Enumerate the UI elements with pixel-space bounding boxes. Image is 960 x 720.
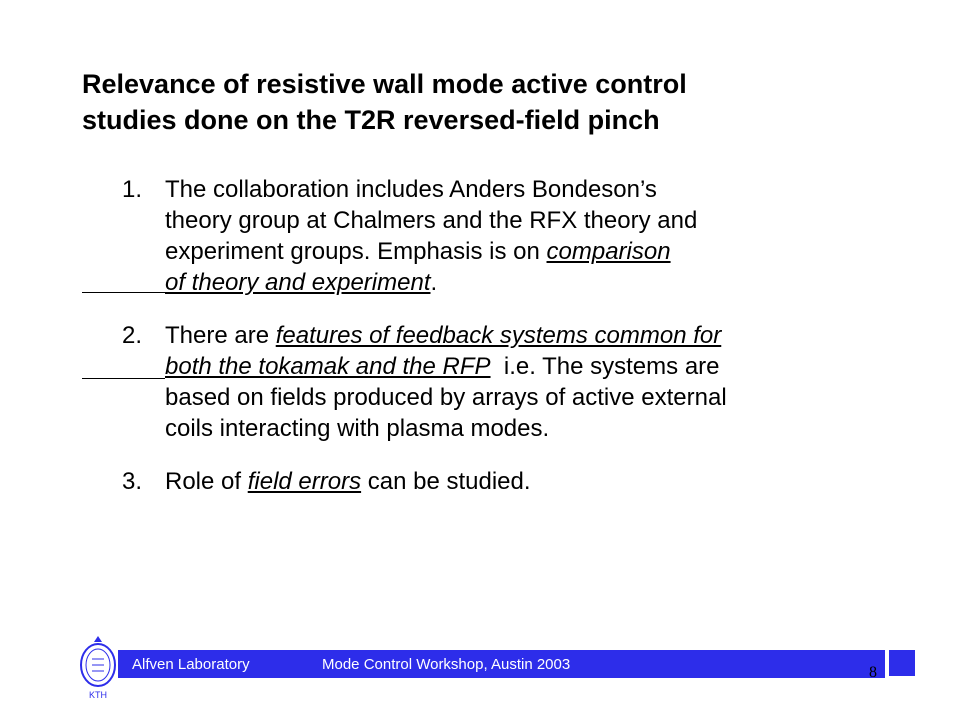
item-3-number: 3. [122, 468, 143, 495]
footer-event: Mode Control Workshop, Austin 2003 [322, 656, 571, 673]
item-3-line-1 [165, 468, 531, 496]
item-1-line-3 [165, 238, 671, 266]
emphasis-features: features of feedback systems common for [275, 322, 722, 349]
item-1-line-3-text: experiment groups. Emphasis is on [165, 238, 547, 265]
item-2-line-2 [165, 353, 720, 381]
emphasis-theory-experiment: of theory and experiment [165, 269, 431, 296]
emphasis-tokamak-rfp: both the tokamak and the RFP [165, 353, 491, 380]
footer-lab: Alfven Laboratory [132, 656, 250, 673]
logo-text: KTH [89, 690, 107, 700]
item-2-line-4: coils interacting with plasma modes. [165, 415, 550, 442]
item-1-line-4-end: . [430, 269, 438, 296]
item-2-line-1 [165, 322, 721, 350]
slide-title [82, 66, 902, 138]
item-1-line-2: theory group at Chalmers and the RFX theory and [165, 207, 698, 234]
emphasis-comparison: comparison [546, 238, 671, 265]
item-2-line-1-text: There are [165, 322, 276, 349]
item-1-line-4 [165, 269, 437, 297]
item-2-number: 2. [122, 322, 143, 349]
item-3-text: Role of [165, 468, 248, 495]
page-number: 8 [869, 664, 877, 681]
title-line-1: Relevance of resistive wall mode active control [82, 69, 687, 99]
item-2-line-3: based on fields produced by arrays of active external [165, 384, 727, 411]
title-line-2: studies done on the T2R reversed-field pinch [82, 105, 660, 135]
item-3-end: can be studied. [361, 468, 531, 495]
kth-logo-icon [78, 632, 118, 702]
corner-square [889, 650, 915, 676]
underline-leader-1 [82, 292, 165, 293]
item-1-number: 1. [122, 176, 143, 203]
underline-leader-2 [82, 378, 165, 379]
emphasis-field-errors: field errors [247, 468, 362, 495]
item-2-line-2-end: i.e. The systems are [490, 353, 720, 380]
item-1-line-1: The collaboration includes Anders Bondeson’s [165, 176, 657, 203]
